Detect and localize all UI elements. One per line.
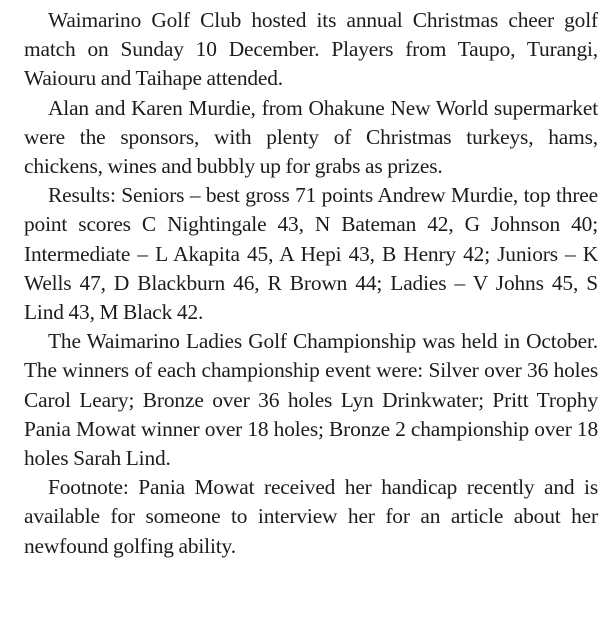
article-body: [24, 0, 598, 561]
paragraph-results: Results: Seniors – best gross 71 points Andrew Murdie, top three point scores C Nightingale 43, N Bateman 42, G Johnson 40; Intermediate – L Akapita 45, A Hepi 43, B Henry 42; Juniors – K Wells 47, D Blackburn 46, R Brown 44; Ladies – V Johns 45, S Lind 43, M Black 42.: [24, 183, 598, 325]
paragraph-ladies-championship: The Waimarino Ladies Golf Championship was held in October. The winners of each championship event were: Silver over 36 holes Carol Leary; Bronze over 36 holes Lyn Drinkwater; Pritt Trophy Pania Mowat winner over 18 holes; Bronze 2 championship over 18 holes Sarah Lind.: [24, 329, 598, 471]
paragraph-sponsors: Alan and Karen Murdie, from Ohakune New World supermarket were the sponsors, with plenty of Christmas turkeys, hams, chickens, wines and bubbly up for grabs as prizes.: [24, 95, 598, 179]
paragraph-intro: Waimarino Golf Club hosted its annual Christmas cheer golf match on Sunday 10 December. Players from Taupo, Turangi, Waiouru and Taihape attended.: [24, 8, 598, 91]
paragraph-footnote: Footnote: Pania Mowat received her handicap recently and is available for someone to interview her for an article about her newfound golfing ability.: [24, 475, 598, 558]
